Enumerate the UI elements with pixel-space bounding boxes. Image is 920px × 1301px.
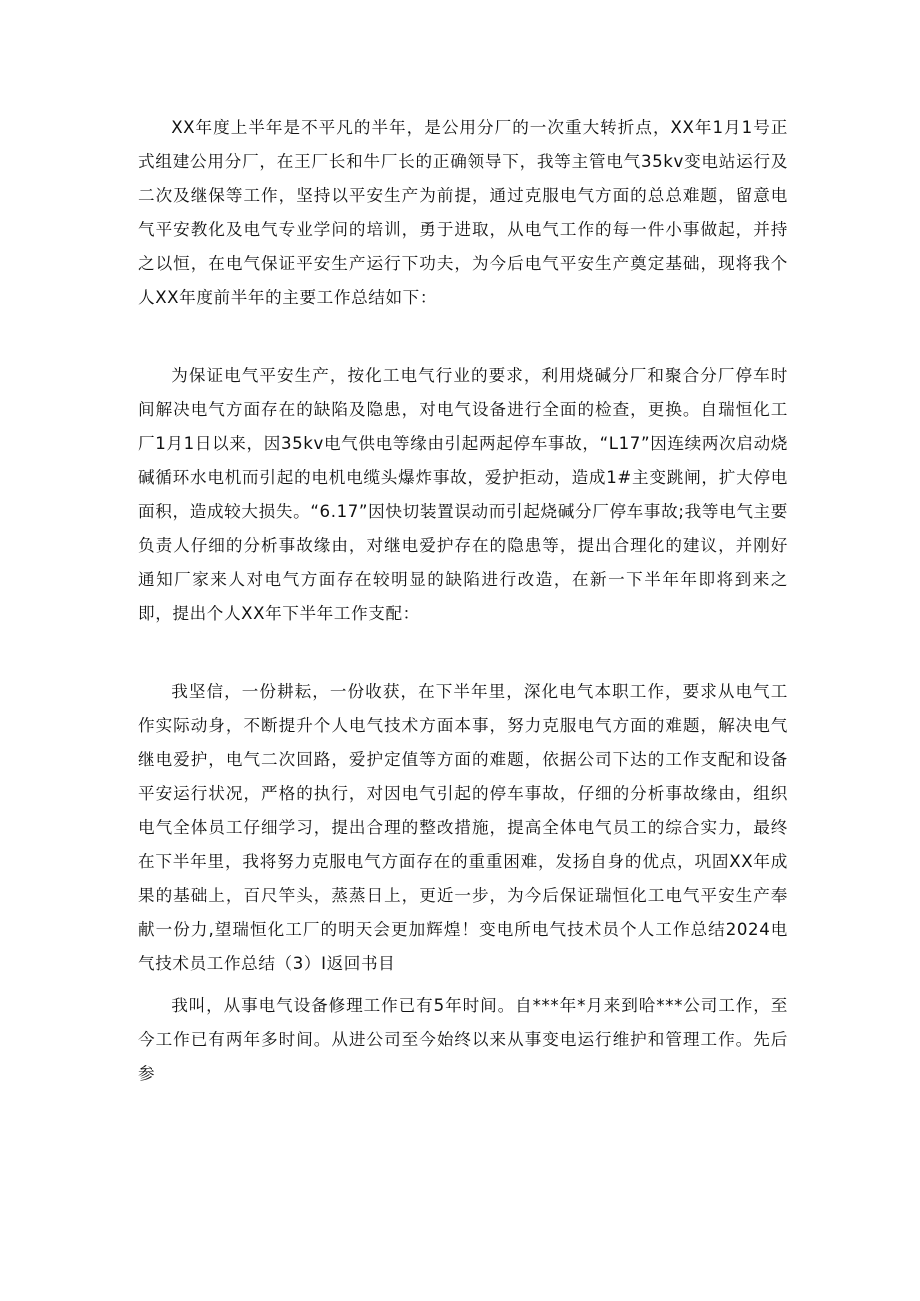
paragraph-gap xyxy=(138,631,788,675)
paragraph-2: 为保证电气平安生产，按化工电气行业的要求，利用烧碱分厂和聚合分厂停车时间解决电气方面存在的缺陷及隐患，对电气设备进行全面的检查，更换。自瑞恒化工厂1月1日以来，因35kv电气供电等缘由引起两起停车事故，“L17”因连续两次启动烧碱循环水电机而引起的电机电缆头爆炸事故，爱护拒动，造成1#主变跳闸，扩大停电面积，造成较大损失。“6.17”因快切装置误动而引起烧碱分厂停车事故;我等电气主要负责人仔细的分析事故缘由，对继电爱护存在的隐患等，提出合理化的建议，并刚好通知厂家来人对电气方面存在较明显的缺陷进行改造，在新一下半年年即将到来之即，提出个人XX年下半年工作支配： xyxy=(138,366,788,623)
paragraph-4: 我叫，从事电气设备修理工作已有5年时间。自***年*月来到哈***公司工作，至今工作已有两年多时间。从进公司至今始终以来从事变电运行维护和管理工作。先后参 xyxy=(138,996,788,1083)
document-body xyxy=(138,111,788,1091)
paragraph-gap xyxy=(138,981,788,989)
paragraph-3: 我坚信，一份耕耘，一份收获，在下半年里，深化电气本职工作，要求从电气工作实际动身，不断提升个人电气技术方面本事，努力克服电气方面的难题，解决电气继电爱护，电气二次回路，爱护定值等方面的难题，依据公司下达的工作支配和设备平安运行状况，严格的执行，对因电气引起的停车事故，仔细的分析事故缘由，组织电气全体员工仔细学习，提出合理的整改措施，提高全体电气员工的综合实力，最终在下半年里，我将努力克服电气方面存在的重重困难，发扬自身的优点，巩固XX年成果的基础上，百尺竿头，蒸蒸日上，更近一步，为今后保证瑞恒化工电气平安生产奉献一份力,望瑞恒化工厂的明天会更加辉煌！变电所电气技术员个人工作总结2024电气技术员工作总结（3）I返回书目 xyxy=(138,682,788,973)
paragraph-gap xyxy=(138,315,788,359)
paragraph-1: XX年度上半年是不平凡的半年，是公用分厂的一次重大转折点，XX年1月1号正式组建公用分厂，在王厂长和牛厂长的正确领导下，我等主管电气35kv变电站运行及二次及继保等工作，坚持以平安生产为前提，通过克服电气方面的总总难题，留意电气平安教化及电气专业学问的培训，勇于进取，从电气工作的每一件小事做起，并持之以恒，在电气保证平安生产运行下功夫，为今后电气平安生产奠定基础，现将我个人XX年度前半年的主要工作总结如下： xyxy=(138,118,788,307)
